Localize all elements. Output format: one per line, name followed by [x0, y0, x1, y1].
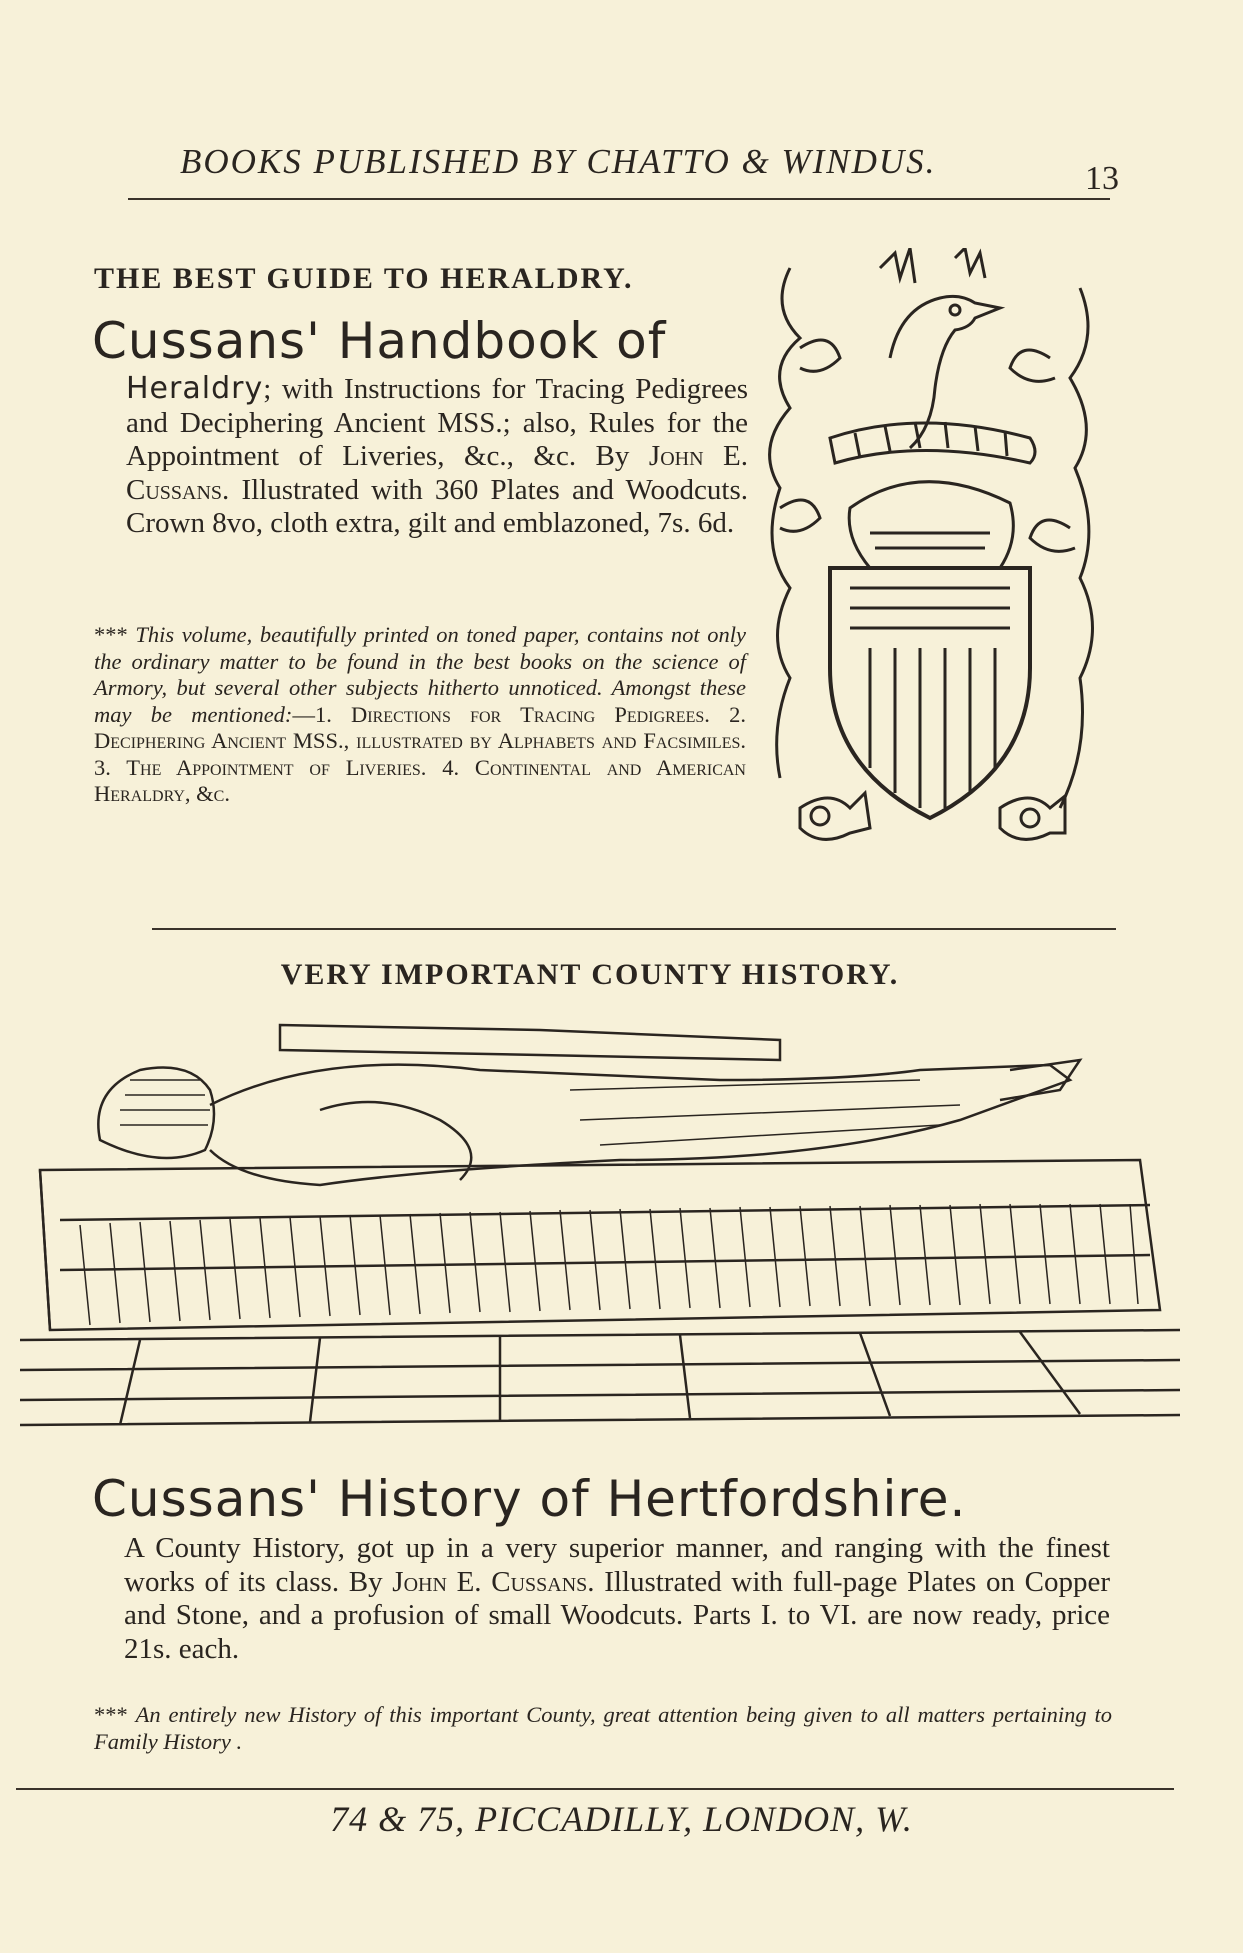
hertfordshire-author: John E. Cussans	[392, 1565, 588, 1598]
heraldry-section-heading: THE BEST GUIDE TO HERALDRY.	[94, 262, 634, 295]
hertfordshire-description	[124, 1532, 1110, 1666]
note-asterisks: ***	[94, 1702, 136, 1727]
handbook-body: ; with Instructions for Tracing Pedigrees and Deciphering Ancient MSS.; also, Rules for the Appointment of Liveries, &c., &c. By	[126, 373, 748, 472]
county-section-heading: VERY IMPORTANT COUNTY HISTORY.	[280, 958, 900, 991]
hertfordshire-body: A County History, got up in a very superior manner, and ranging with the finest works of its class. By	[124, 1532, 1110, 1598]
header-rule	[128, 198, 1110, 200]
handbook-note	[94, 622, 746, 808]
handbook-note-list: —1. Directions for Tracing Pedigrees. 2. Deciphering Ancient MSS., illustrated by Alphabets and Facsimiles. 3. The Appointment of Liveries. 4. Continental and American Heraldry, &c.	[94, 701, 746, 806]
knight-effigy-tomb-engraving	[20, 1010, 1180, 1430]
section-divider	[152, 928, 1116, 930]
running-header: BOOKS PUBLISHED BY CHATTO & WINDUS.	[180, 142, 937, 181]
note-asterisks: ***	[94, 622, 136, 647]
hertfordshire-title: Cussans' History of Hertfordshire.	[92, 1470, 967, 1528]
handbook-note-italic: This volume, beautifully printed on toned paper, contains not only the ordinary matter to be found in the best books on the science of Armory, but several other subjects hitherto unnoticed. Amongst these may be mentioned:	[94, 622, 746, 727]
handbook-description	[126, 372, 748, 541]
heraldic-crest-engraving	[760, 248, 1100, 888]
page-number: 13	[1085, 160, 1119, 197]
handbook-title: Cussans' Handbook of	[92, 312, 667, 370]
footer-rule	[16, 1788, 1174, 1790]
hertfordshire-note	[94, 1702, 1112, 1755]
hertfordshire-body-tail: . Illustrated with full-page Plates on Copper and Stone, and a profusion of small Woodcuts. Parts I. to VI. are now ready, price 21s. each.	[124, 1565, 1110, 1665]
handbook-body-tail: . Illustrated with 360 Plates and Woodcuts. Crown 8vo, cloth extra, gilt and emblazoned, 7s. 6d.	[126, 473, 748, 539]
handbook-title-continued: Heraldry	[126, 371, 264, 406]
publisher-address: 74 & 75, PICCADILLY, LONDON, W.	[330, 1799, 913, 1839]
hertfordshire-note-italic: An entirely new History of this important County, great attention being given to all matters pertaining to Family History .	[94, 1702, 1112, 1754]
handbook-author: John E. Cussans	[126, 440, 748, 506]
